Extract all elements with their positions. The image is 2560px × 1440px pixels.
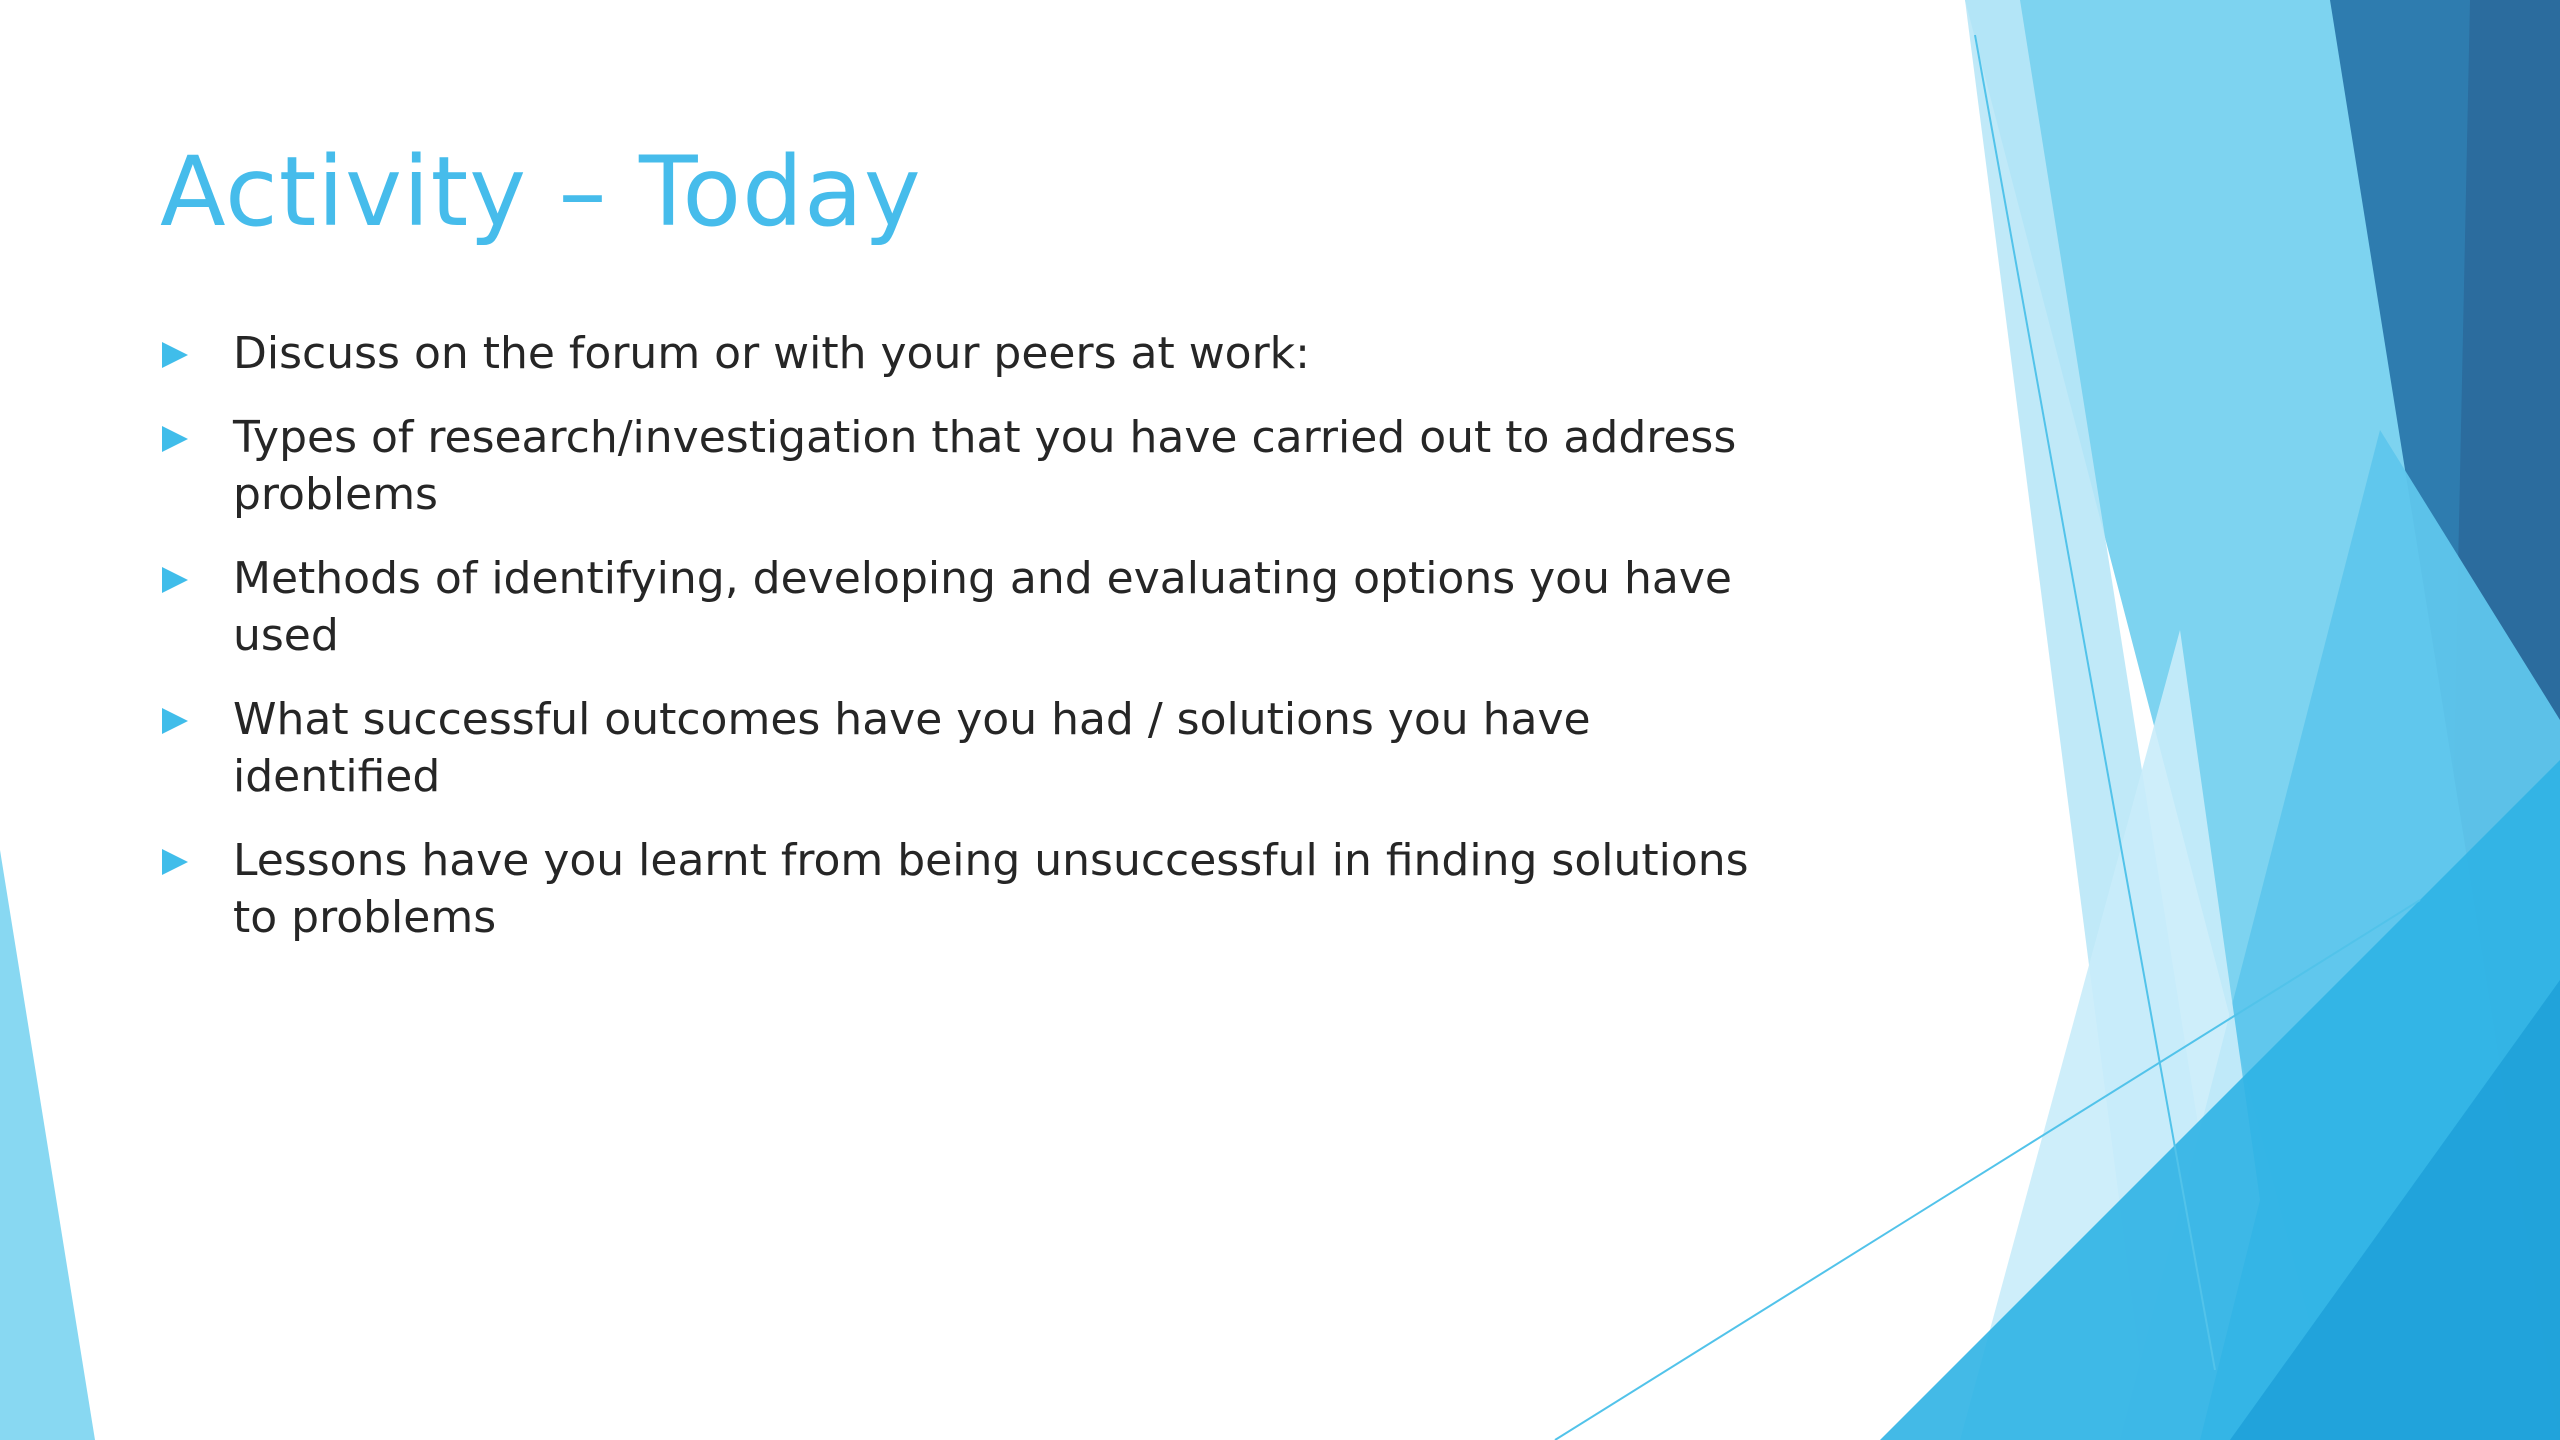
bullet-item [160,550,1800,664]
decor-left-sliver [0,850,95,1440]
slide-title: Activity – Today [160,136,922,248]
bullet-text: Types of research/investigation that you have carried out to address problems [233,412,1737,520]
bullet-item [160,325,1800,382]
bullet-text: Methods of identifying, developing and evaluating options you have used [233,553,1732,661]
bullet-item [160,409,1800,523]
bullet-text: Discuss on the forum or with your peers at work: [233,328,1310,379]
bullet-list [160,325,1800,973]
triangle-right-icon [162,567,188,593]
bullet-item [160,832,1800,946]
bullet-text: What successful outcomes have you had / solutions you have identified [233,694,1591,802]
triangle-right-icon [162,708,188,734]
triangle-right-icon [162,426,188,452]
triangle-right-icon [162,342,188,368]
bullet-text: Lessons have you learnt from being unsuccessful in finding solutions to problems [233,835,1749,943]
triangle-right-icon [162,849,188,875]
bullet-item [160,691,1800,805]
